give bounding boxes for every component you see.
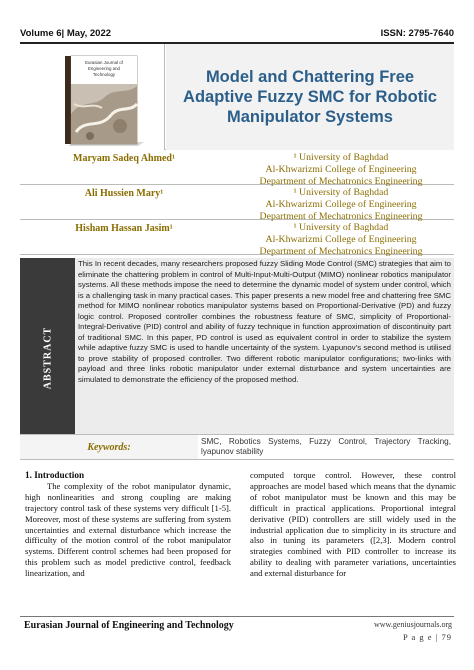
affiliation-college: Al-Khwarizmi College of Engineering bbox=[265, 163, 417, 175]
affiliation-university: ¹ University of Baghdad bbox=[293, 152, 389, 163]
issn-info: ISSN: 2795-7640 bbox=[380, 27, 454, 39]
running-header bbox=[20, 26, 454, 40]
abstract-section bbox=[20, 258, 454, 458]
author-name: Ali Hussien Mary¹ bbox=[84, 188, 164, 199]
abstract-text: This In recent decades, many researchers proposed fuzzy Sliding Mode Control (SMC) strategies that aim to eliminate the chattering problem in control of Multi-Input-Multi-Output (MIMO) nonlinear robotics manipulator systems. All these methods impose the need to determine the dynamic model of system under control, which is a challenging task in many practical cases. This paper presents a new model free and chattering free SMC method for MIMO nonlinear robotics manipulator systems based on Proportional-Derivative (PD) and fuzzy logic control. Proposed controller combines the robustness feature of SMC, simplicity of Proportional-Integral-Derivative (PID) control and ability of fuzzy technique in function approximation of discontinuity part of traditional SMC. In this paper, PD control is used as equivalent control in order to stabilize the system while adaptive fuzzy SMC is used to handle uncertainty of the system. Lyapunov’s second method is utilised to prove stability of proposed controller. Two different robotic manipulator configurations; two-links with payload and three links robotic manipulator under external disturbance and system uncertainties are simulated to demonstrate the efficiency of the proposed method. bbox=[75, 258, 454, 458]
journal-cover-illustration bbox=[20, 44, 165, 150]
affiliation-college: Al-Khwarizmi College of Engineering bbox=[265, 198, 417, 210]
author-row bbox=[20, 222, 454, 255]
affiliation-college: Al-Khwarizmi College of Engineering bbox=[265, 233, 417, 245]
author-affiliation bbox=[228, 152, 454, 187]
keywords-label: Keywords: bbox=[20, 435, 198, 459]
author-row bbox=[20, 187, 454, 220]
journal-cover-image bbox=[20, 44, 165, 150]
page-number: P a g e | 79 bbox=[402, 632, 452, 642]
keywords-text: SMC, Robotics Systems, Fuzzy Control, Trajectory Tracking, lyapunov stability bbox=[201, 437, 451, 456]
author-affiliation bbox=[228, 187, 454, 222]
title-block bbox=[20, 44, 454, 150]
cover-title-line-2: Engineering and bbox=[88, 66, 120, 71]
affiliation-department: Department of Mechatronics Engineering bbox=[259, 175, 423, 187]
paper-title: Model and Chattering Free Adaptive Fuzzy SMC for Robotic Manipulator Systems bbox=[183, 67, 437, 127]
body-column-left bbox=[25, 470, 231, 579]
title-panel bbox=[166, 44, 454, 150]
affiliation-department: Department of Mechatronics Engineering bbox=[259, 245, 423, 257]
author-name: Maryam Sadeq Ahmed¹ bbox=[73, 153, 175, 164]
body-column-right bbox=[250, 470, 456, 579]
volume-info: Volume 6| May, 2022 bbox=[20, 27, 112, 39]
author-row bbox=[20, 152, 454, 185]
body-paragraph: computed torque control. However, these control approaches are model based which means that the dynamic of robot manipulator must be known and this may be difficult in practical applications. Proportional integral derivative (PID) controllers are still widely used in the industrial application due to simplicity in its structure and also in tuning its parameters ([2,3]. Modern control strategies combined with PID controller to increase its ability to dealing with parameter variations, uncertainties and external disturbance for bbox=[250, 470, 456, 579]
abstract-label: ABSTRACT bbox=[42, 326, 53, 390]
body-paragraph: The complexity of the robot manipulator dynamic, high nonlinearities and strong coupling are making trajectory control task of these systems very difficult [1-5]. Moreover, most of these systems are suffering from system uncertainties and external disturbance which increase the difficulty of the motion control of the robot manipulator systems. Different control schemes had been proposed for this problem such as model predictive control, feedback linearization, and bbox=[25, 480, 231, 579]
affiliation-department: Department of Mechatronics Engineering bbox=[259, 210, 423, 222]
abstract-label-panel bbox=[20, 258, 75, 458]
cover-title-line-3: Technology bbox=[92, 72, 116, 77]
keywords-row bbox=[20, 434, 454, 460]
author-name: Hisham Hassan Jasim¹ bbox=[75, 223, 173, 234]
author-affiliation bbox=[228, 222, 454, 257]
cover-title-line-1: Eurasian Journal of bbox=[85, 60, 123, 65]
journal-website[interactable]: www.geniusjournals.org bbox=[374, 620, 452, 629]
footer-rule bbox=[20, 616, 454, 617]
section-heading: 1. Introduction bbox=[25, 470, 85, 480]
affiliation-university: ¹ University of Baghdad bbox=[293, 187, 389, 198]
journal-name: Eurasian Journal of Engineering and Technology bbox=[24, 620, 234, 631]
affiliation-university: ¹ University of Baghdad bbox=[293, 222, 389, 233]
